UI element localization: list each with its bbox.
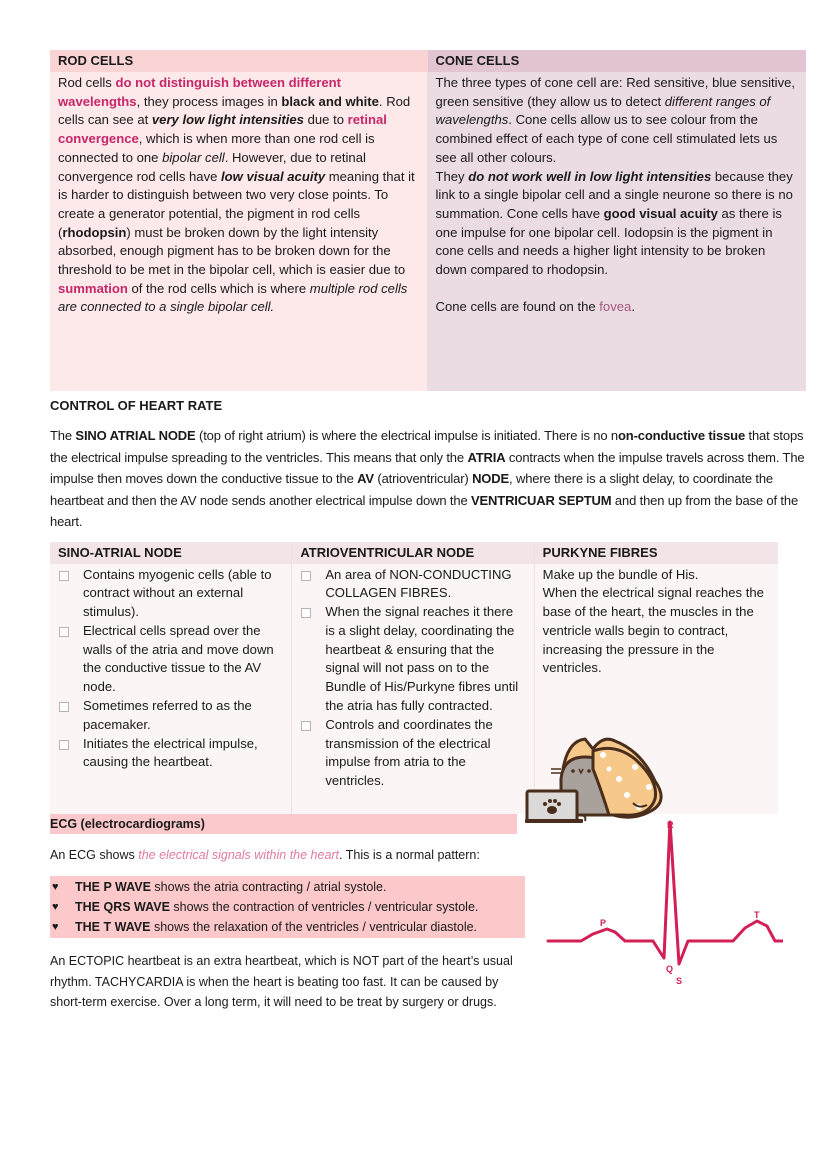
rod-cone-table <box>50 50 806 391</box>
wave-p-text: shows the atria contracting / atrial systole. <box>150 879 387 894</box>
cone-cells-column <box>428 50 807 391</box>
wave-item-p <box>50 877 525 897</box>
rod-cells-text: Rod cells do not distinguish between different wavelengths, they process images in black and white. Rod cells can see at very low light intensities due to retinal convergence, which is when more than one rod cell is connected to one bipolar cell. However, due to retinal convergence rod cells have low visual acuity meaning that it is harder to distinguish between two very close points. To create a generator potential, the pigment in rod cells (rhodopsin) must be broken down by the light intensity absorbed, enough pigment has to be broken down for the threshold to be met in the bipolar cell, which is easier due to summation of the rod cells which is where multiple rod cells are connected to a single bipolar cell. <box>58 75 415 315</box>
list-item: Electrical cells spread over the walls of the atria and move down the conductive tissue to the AV node. <box>58 622 283 697</box>
checkbox-bullet-icon <box>59 702 69 712</box>
heart-rate-title: CONTROL OF HEART RATE <box>50 398 223 413</box>
list-item: Contains myogenic cells (able to contract without an external stimulus). <box>58 566 283 622</box>
ecg-intro-suffix: . This is a normal pattern: <box>339 847 480 862</box>
ecg-title: ECG (electrocardiograms) <box>50 814 517 834</box>
wave-p-label: THE P WAVE <box>75 879 151 894</box>
heart-rate-paragraph: The SINO ATRIAL NODE (top of right atrium) is where the electrical impulse is initiated. There is no non-conductive tissue that stops the electrical impulse spreading to the ventricles. This means that only the ATRIA contracts when the impulse travels across them. The impulse then moves down the conductive tissue to the AV (atrioventricular) NODE, where there is a slight delay, to coordinate the heartbeat and then the AV node sends another electrical impulse down the VENTRICUAR SEPTUM and then up from the base of the heart. <box>50 428 805 529</box>
checkbox-bullet-icon <box>301 608 311 618</box>
ecg-label-s: S <box>676 975 683 986</box>
wave-qrs-label: THE QRS WAVE <box>75 899 170 914</box>
purkyne-line-2: When the electrical signal reaches the base of the heart, the muscles in the ventricle walls begin to contract, increasing the pressure in the ventricles. <box>542 585 764 676</box>
node-table <box>50 542 778 814</box>
sa-node-column <box>50 542 292 814</box>
list-item: Initiates the electrical impulse, causing the heartbeat. <box>58 735 283 773</box>
checkbox-bullet-icon <box>301 571 311 581</box>
av-node-header: ATRIOVENTRICULAR NODE <box>292 542 533 564</box>
checkbox-bullet-icon <box>301 721 311 731</box>
list-item: When the signal reaches it there is a slight delay, coordinating the heartbeat & ensuring that the signal will not pass on to the Bundle of His/Purkyne fibres until the atria has fully contracted. <box>300 603 525 716</box>
ecg-diagram <box>543 814 783 989</box>
sa-node-list <box>58 566 283 773</box>
ecg-label-t: T <box>754 909 760 920</box>
sa-node-header: SINO-ATRIAL NODE <box>50 542 291 564</box>
ectopic-paragraph: An ECTOPIC heartbeat is an extra heartbeat, which is NOT part of the heart’s usual rhythm. TACHYCARDIA is when the heart is beating too fast. It can be caused by short-term exercise. Over a long term, it will need to be treat by surgery or drugs. <box>50 954 513 1009</box>
ecg-intro-highlight: the electrical signals within the heart <box>138 847 340 862</box>
purkyne-line-1: Make up the bundle of His. <box>542 566 699 582</box>
list-item: Sometimes referred to as the pacemaker. <box>58 697 283 735</box>
ecg-section <box>50 814 806 1013</box>
list-item: An area of NON-CONDUCTING COLLAGEN FIBRES. <box>300 566 525 604</box>
wave-item-qrs <box>50 897 525 917</box>
cone-cells-text: The three types of cone cell are: Red sensitive, blue sensitive, green sensitive (they allow us to detect different ranges of wavelengths. Cone cells allow us to see colour from the combined effect of each type of cone cell stimulated lets us see all other colours. They do not work well in low light intensities because they link to a single bipolar cell and a single neurone so there is no summation. Cone cells have good visual acuity as there is one impulse for one bipolar cell. Iodopsin is the pigment in cone cells and needs a higher light intensity to be broken down compared to rhodopsin. Cone cells are found on the fovea. <box>435 75 796 315</box>
wave-qrs-text: shows the contraction of ventricles / ventricular systole. <box>169 899 479 914</box>
heart-icon: ♥ <box>52 921 59 934</box>
wave-t-text: shows the relaxation of the ventricles / ventricular diastole. <box>150 920 478 935</box>
ecg-label-p: P <box>600 917 607 928</box>
purkyne-header: PURKYNE FIBRES <box>535 542 778 564</box>
page <box>50 50 806 1012</box>
heart-icon: ♥ <box>52 880 59 893</box>
ecg-label-r: R <box>667 819 674 830</box>
ecg-label-q: Q <box>666 963 674 974</box>
av-node-column <box>292 542 534 814</box>
checkbox-bullet-icon <box>59 740 69 750</box>
av-node-list <box>300 566 525 792</box>
rod-cells-header: ROD CELLS <box>50 50 427 72</box>
ecg-wave-list <box>50 876 525 939</box>
purkyne-column <box>535 542 778 814</box>
list-item: Controls and coordinates the transmission of the electrical impulse from atria to the ventricles. <box>300 716 525 791</box>
ecg-intro-prefix: An ECG shows <box>50 847 139 862</box>
rod-cells-column <box>50 50 428 391</box>
wave-item-t <box>50 917 525 937</box>
heart-icon: ♥ <box>52 900 59 913</box>
checkbox-bullet-icon <box>59 627 69 637</box>
cat-laptop-illustration <box>523 729 673 824</box>
cone-cells-header: CONE CELLS <box>428 50 807 72</box>
wave-t-label: THE T WAVE <box>75 920 151 935</box>
checkbox-bullet-icon <box>59 571 69 581</box>
